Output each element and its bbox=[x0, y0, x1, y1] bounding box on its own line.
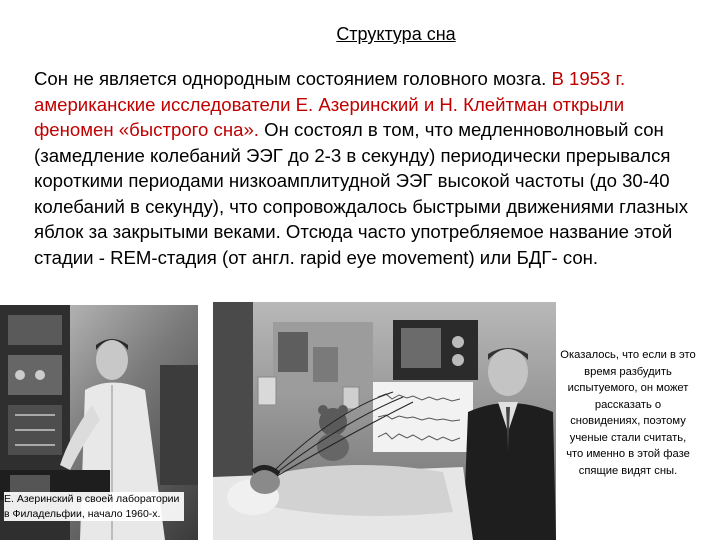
main-paragraph bbox=[34, 66, 694, 270]
paragraph-highlight: В 1953 г. американские исследователи Е. Азеринский и Н. Клейтман открыли феномен «быстрого сна». bbox=[34, 68, 626, 140]
paragraph-intro: Сон не является однородным состоянием головного мозга. bbox=[34, 68, 552, 89]
paragraph-rest: Он состоял в том, что медленноволновый сон (замедление колебаний ЭЭГ до 2-3 в секунду) периодически прерывался короткими периодами низкоамплитудной ЭЭГ высокой частоты (до 30-40 колебаний в секунду), что сопровождалось быстрыми движениями глазных яблок за закрытыми веками. Отсюда часто употребляемое название этой стадии - REM-стадия (от англ. rapid eye movement) или БДГ- сон. bbox=[34, 119, 688, 268]
left-photo-caption: Е. Азеринский в своей лаборатории в Филадельфии, начало 1960-х. bbox=[4, 492, 184, 521]
sleep-lab-photo bbox=[213, 302, 556, 540]
slide-title: Структура сна bbox=[336, 24, 456, 44]
right-caption: Оказалось, что если в это время разбудить испытуемого, он может рассказать о сновидениях, поэтому ученые стали считать, что именно в этой фазе спящие видят сны. bbox=[560, 349, 696, 477]
